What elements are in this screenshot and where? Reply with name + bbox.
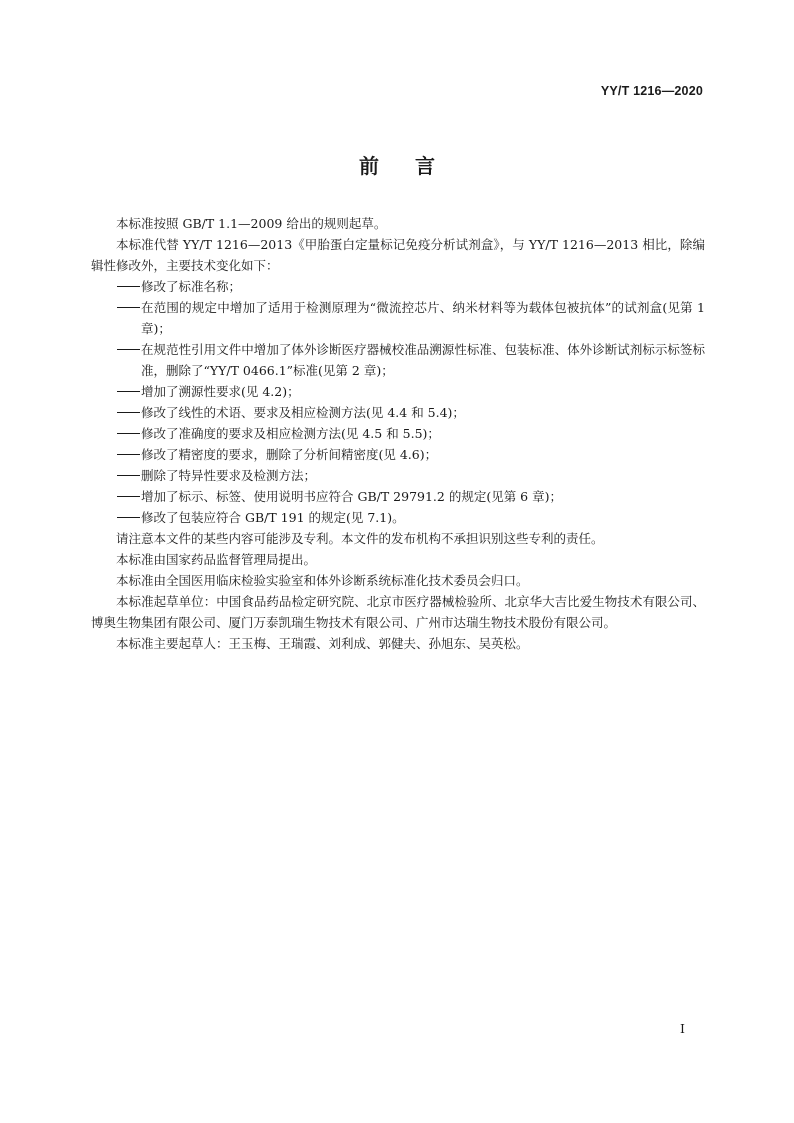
paragraph: 本标准起草单位：中国食品药品检定研究院、北京市医疗器械检验所、北京华大吉比爱生物技术有限公司、博奥生物集团有限公司、厦门万泰凯瑞生物技术有限公司、广州市达瑞生物技术股份有限公司。 (91, 594, 705, 630)
change-item (116, 465, 705, 486)
change-text: 修改了标准名称； (141, 279, 242, 294)
paragraph: 本标准按照 GB/T 1.1—2009 给出的规则起草。 (116, 216, 387, 231)
foreword-body (91, 213, 705, 654)
change-text: 增加了溯源性要求(见 4.2)； (141, 384, 300, 399)
page-number: I (680, 1021, 685, 1036)
change-text: 删除了特异性要求及检测方法； (141, 468, 317, 483)
page-title: 前言 (359, 154, 471, 178)
standard-code: YY/T 1216—2020 (600, 84, 703, 98)
paragraph: 本标准由全国医用临床检验实验室和体外诊断系统标准化技术委员会归口。 (116, 573, 529, 588)
change-text: 在规范性引用文件中增加了体外诊断医疗器械校准品溯源性标准、包装标准、体外诊断试剂标示标签标准，删除了“YY/T 0466.1”标准(见第 2 章)； (141, 342, 705, 378)
paragraph: 本标准由国家药品监督管理局提出。 (116, 552, 317, 567)
change-text: 增加了标示、标签、使用说明书应符合 GB/T 29791.2 的规定(见第 6 章)； (141, 489, 562, 504)
change-text: 修改了包装应符合 GB/T 191 的规定(见 7.1)。 (141, 510, 405, 525)
change-item (116, 381, 705, 402)
change-item (116, 276, 705, 297)
change-text: 修改了线性的术语、要求及相应检测方法(见 4.4 和 5.4)； (141, 405, 465, 420)
change-text: 修改了准确度的要求及相应检测方法(见 4.5 和 5.5)； (141, 426, 440, 441)
change-item (116, 402, 705, 423)
change-item (116, 423, 705, 444)
change-item (116, 339, 705, 381)
change-item (116, 486, 705, 507)
change-item (116, 507, 705, 528)
paragraph: 请注意本文件的某些内容可能涉及专利。本文件的发布机构不承担识别这些专利的责任。 (116, 531, 604, 546)
paragraph: 本标准代替 YY/T 1216—2013《甲胎蛋白定量标记免疫分析试剂盒》，与 YY/T 1216—2013 相比，除编辑性修改外，主要技术变化如下： (91, 237, 705, 273)
change-item (116, 444, 705, 465)
paragraph: 本标准主要起草人：王玉梅、王瑞霞、刘利成、郭健夫、孙旭东、吴英松。 (116, 636, 529, 651)
change-text: 修改了精密度的要求，删除了分析间精密度(见 4.6)； (141, 447, 438, 462)
change-item (116, 297, 705, 339)
change-text: 在范围的规定中增加了适用于检测原理为“微流控芯片、纳米材料等为载体包被抗体”的试剂盒(见第 1 章)； (141, 300, 705, 336)
